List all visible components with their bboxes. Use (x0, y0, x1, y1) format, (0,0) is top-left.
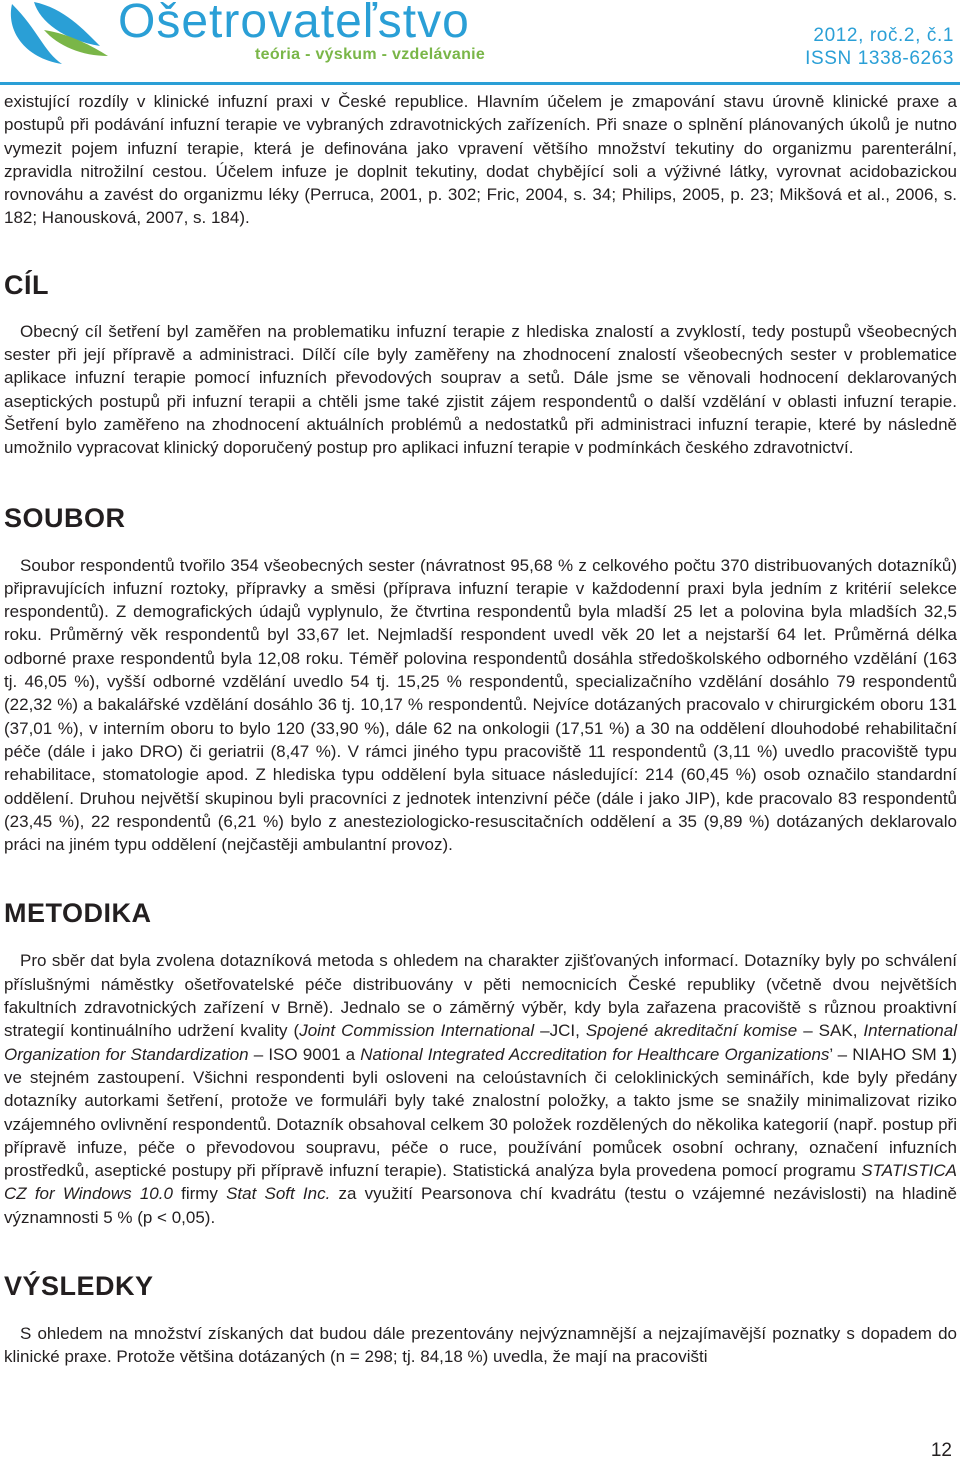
logo-icon (4, 0, 114, 70)
section-heading-cil: CÍL (4, 269, 49, 300)
issue-info (805, 24, 954, 70)
page-number: 12 (930, 1440, 952, 1461)
section-heading-vysledky: VÝSLEDKY (4, 1270, 154, 1301)
issue-volume: 2012, roč.2, č.1 (813, 25, 954, 46)
cil-paragraph: Obecný cíl šetření byl zaměřen na problematiku infuzní terapie z hlediska znalostí a zvyklostí, tedy postupů všeobecných sester při její přípravě a administraci. Dílčí cíle byly zaměřeny na zhodnocení znalostí všeobecných sester v problematice aplikace infuzní terapie pomocí infuzních převodových souprav a setů. Dále jsme se věnovali hodnocení deklarovaných aseptických postupů při infuzní terapii a chtěli jsme také zjistit zájem respondentů o další vzdělání v oblasti infuzní terapie. Šetření bylo zaměřeno na zhodnocení aktuálních problémů a nedostatků při administraci infuzní terapie, které by následně umožnilo vypracovat klinický doporučený postup pro aplikaci infuzní terapie v podmínkách českého zdravotnictví. (4, 321, 957, 458)
vysledky-paragraph: S ohledem na množství získaných dat budou dále prezentovány nejvýznamnější a nejzajímavější poznatky s dopadem do klinické praxe. Protože většina dotázaných (n = 298; tj. 84,18 %) uvedla, že mají na pracovišti (4, 1323, 957, 1367)
article-body (4, 90, 957, 1369)
page-header (0, 0, 960, 78)
section-heading-metodika: METODIKA (4, 898, 152, 929)
section-heading-soubor: SOUBOR (4, 502, 126, 533)
logo-title: Ošetrovateľstvo (118, 0, 470, 48)
intro-paragraph: existující rozdíly v klinické infuzní praxi v České republice. Hlavním účelem je zmapování stavu úrovně klinické praxe a postupů při podávání infuzní terapie ve vybraných zdravotnických zařízeních. Při snaze o splnění plánovaných úkolů je nutno vymezit pojem infuzní terapie, která je definována jako vpravení většího množství tekutiny do organizmu parenterální, zpravidla nitrožilní cestou. Účelem infuze je doplnit tekutiny, dodat chybějící soli a výživné látky, vyrovnat acidobazickou rovnováhu a zavést do organizmu léky (Perruca, 2001, p. 302; Fric, 2004, s. 34; Philips, 2005, p. 23; Mikšová et al., 2006, s. 182; Hanousková, 2007, s. 184). (4, 92, 957, 228)
logo-subtitle: teória - výskum - vzdelávanie (255, 46, 486, 63)
issn: ISSN 1338-6263 (805, 48, 954, 69)
header-divider (0, 82, 960, 85)
soubor-paragraph: Soubor respondentů tvořilo 354 všeobecných sester (návratnost 95,68 % z celkového počtu 370 distribuovaných dotazníků) připravujících infuzní roztoky, přípravky a směsi (příprava infuzní terapie v každodenní praxi byla jedním z kritérií selekce respondentů). Z demografických údajů vyplynulo, že čtvrtina respondentů byla mladší 25 let a polovina byla mladších 32,5 roku. Průměrný věk respondentů byl 33,67 let. Nejmladší respondent uvedl věk 20 let a nejstarší 64 let. Průměrná délka odborné praxe respondentů byla 12,08 roku. Téměř polovina respondentů dosáhla středoškolského odborného vzdělání (163 tj. 46,05 %), vyšší odborné vzdělání uvedlo 54 tj. 15,25 % respondentů, specializačního vzdělání dosáhlo 79 respondentů (22,32 %) a bakalářské vzdělání dosáhlo 36 tj. 10,17 % respondentů. Nejvíce dotázaných pracovalo v chirurgickém oboru 131 (37,01 %), v interním oboru to bylo 120 (33,90 %), dále 62 na onkologii (17,51 %) a 30 na oddělení dlouhodobé rehabilitační péče (dále i jako DRO) či geriatrii (8,47 %). V rámci jiného typu pracoviště 11 respondentů (3,11 %) uvedlo pracoviště typu rehabilitace, stomatologie apod. Z hlediska typu oddělení byla situace následující: 214 (60,45 %) osob označilo standardní oddělení. Druhou největší skupinou byli pracovníci z jednotek intenzivní péče (dále i jako JIP), kde pracovalo 83 respondentů (23,45 %), 22 respondentů (6,21 %) bylo z anesteziologicko-resuscitačních oddělení a 35 (9,89 %) dotázaných deklarovalo práci na jiném typu oddělení (nejčastěji ambulantní provoz). (4, 555, 957, 855)
metodika-paragraph: Pro sběr dat byla zvolena dotazníková metoda s ohledem na charakter zjišťovaných informací. Dotazníky byly po schválení příslušnými náměstky ošetřovatelské péče distribuovány v pěti nemocnicích České republiky (včetně dvou největších fakultních zdravotnických zařízení v Brně). Jednalo se o záměrný výběr, kdy byla zařazena pracoviště s různou proaktivní strategií kontinuálního udržení kvality (Joint Commission International –JCI, Spojené akreditační komise – SAK, International Organization for Standardization – ISO 9001 a National Integrated Accreditation for Healthcare Organizations’ – NIAHO SM 1) ve stejném zastoupení. Všichni respondenti byli osloveni na celoústavních či celoklinických seminářích, kde byly předány dotazníky autorkami šetření, protože ve formuláři byly také znalostní položky, a takto jsme se snažily minimalizovat riziko vzájemného ovlivnění respondentů. Dotazník obsahoval celkem 30 položek rozdělených do několika kategorií (např. postup při přípravě infuze, péče o převodovou soupravu, péče o ruce, používání pomůcek osobní ochrany, označení infuzních prostředků, aseptické postupy při přípravě infuzní terapie). Statistická analýza byla provedena pomocí programu STATISTICA CZ for Windows 10.0 firmy Stat Soft Inc. za využití Pearsonova chí kvadrátu (testu o vzájemné nezávislosti) na hladině významnosti 5 % (p < 0,05). (4, 951, 957, 1227)
